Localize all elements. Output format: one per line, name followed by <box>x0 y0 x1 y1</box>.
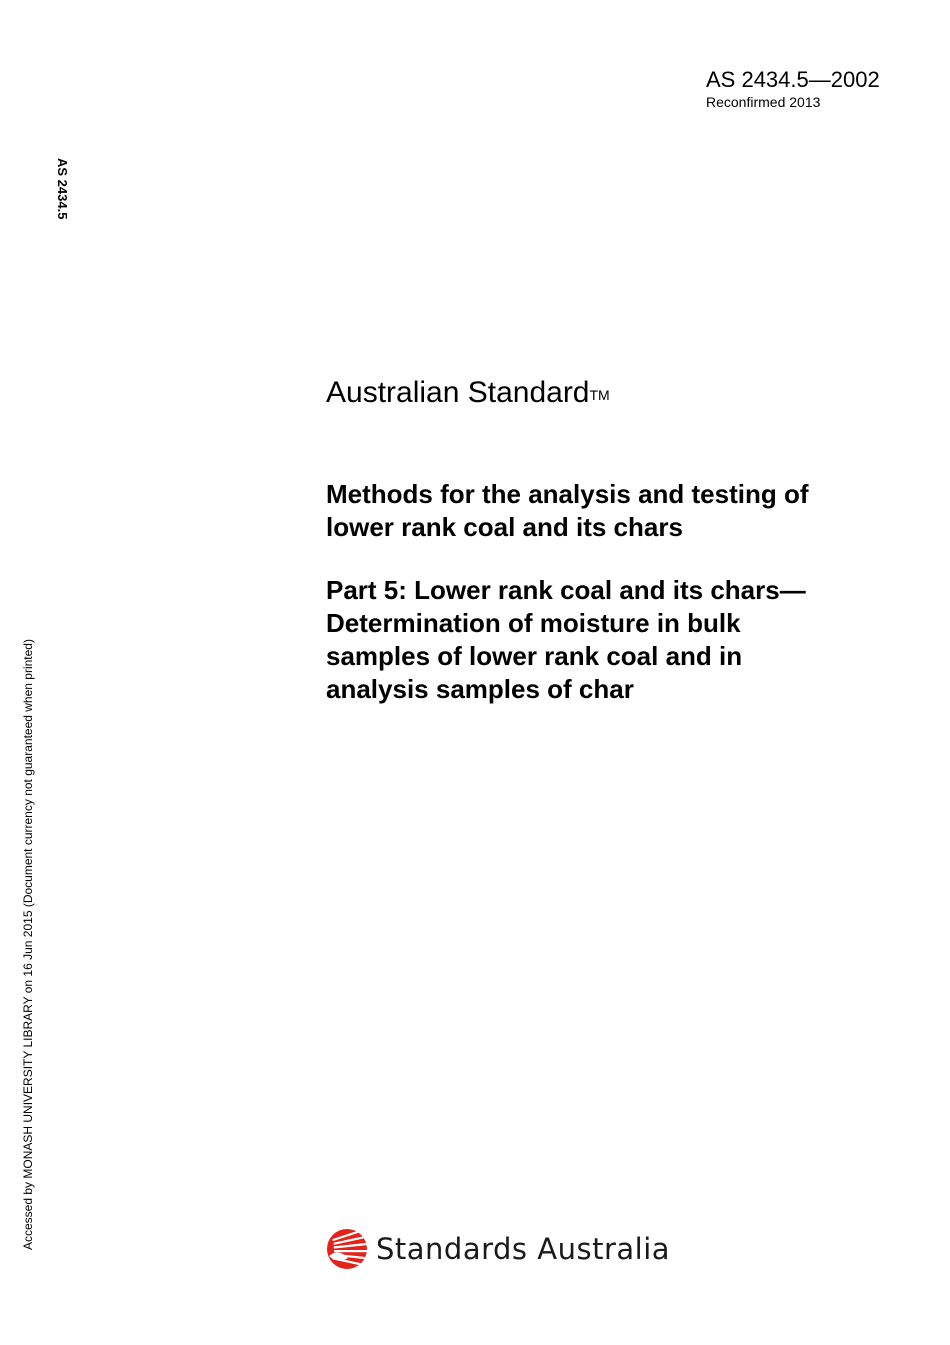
document-title <box>326 478 906 544</box>
part-line: Part 5: Lower rank coal and its chars— <box>326 575 806 605</box>
part-title <box>326 574 906 706</box>
brand-name: Australian Standard <box>326 376 590 409</box>
title-line: lower rank coal and its chars <box>326 512 683 542</box>
standards-australia-logo-icon <box>326 1228 368 1270</box>
part-line: samples of lower rank coal and in <box>326 641 743 671</box>
publisher-name: Standards Australia <box>376 1232 671 1266</box>
part-line: Determination of moisture in bulk <box>326 608 741 638</box>
australian-standard-heading <box>326 374 610 412</box>
part-line: analysis samples of char <box>326 674 634 704</box>
reconfirmed-date: Reconfirmed 2013 <box>706 94 821 110</box>
trademark-symbol: TM <box>589 387 610 403</box>
publisher-logo <box>326 1226 670 1272</box>
standard-number: AS 2434.5—2002 <box>706 67 880 92</box>
access-watermark: Accessed by MONASH UNIVERSITY LIBRARY on 16 Jun 2015 (Document currency not guaranteed when printed) <box>21 639 35 1250</box>
title-line: Methods for the analysis and testing of <box>326 479 809 509</box>
spine-standard-code: AS 2434.5 <box>55 158 70 220</box>
